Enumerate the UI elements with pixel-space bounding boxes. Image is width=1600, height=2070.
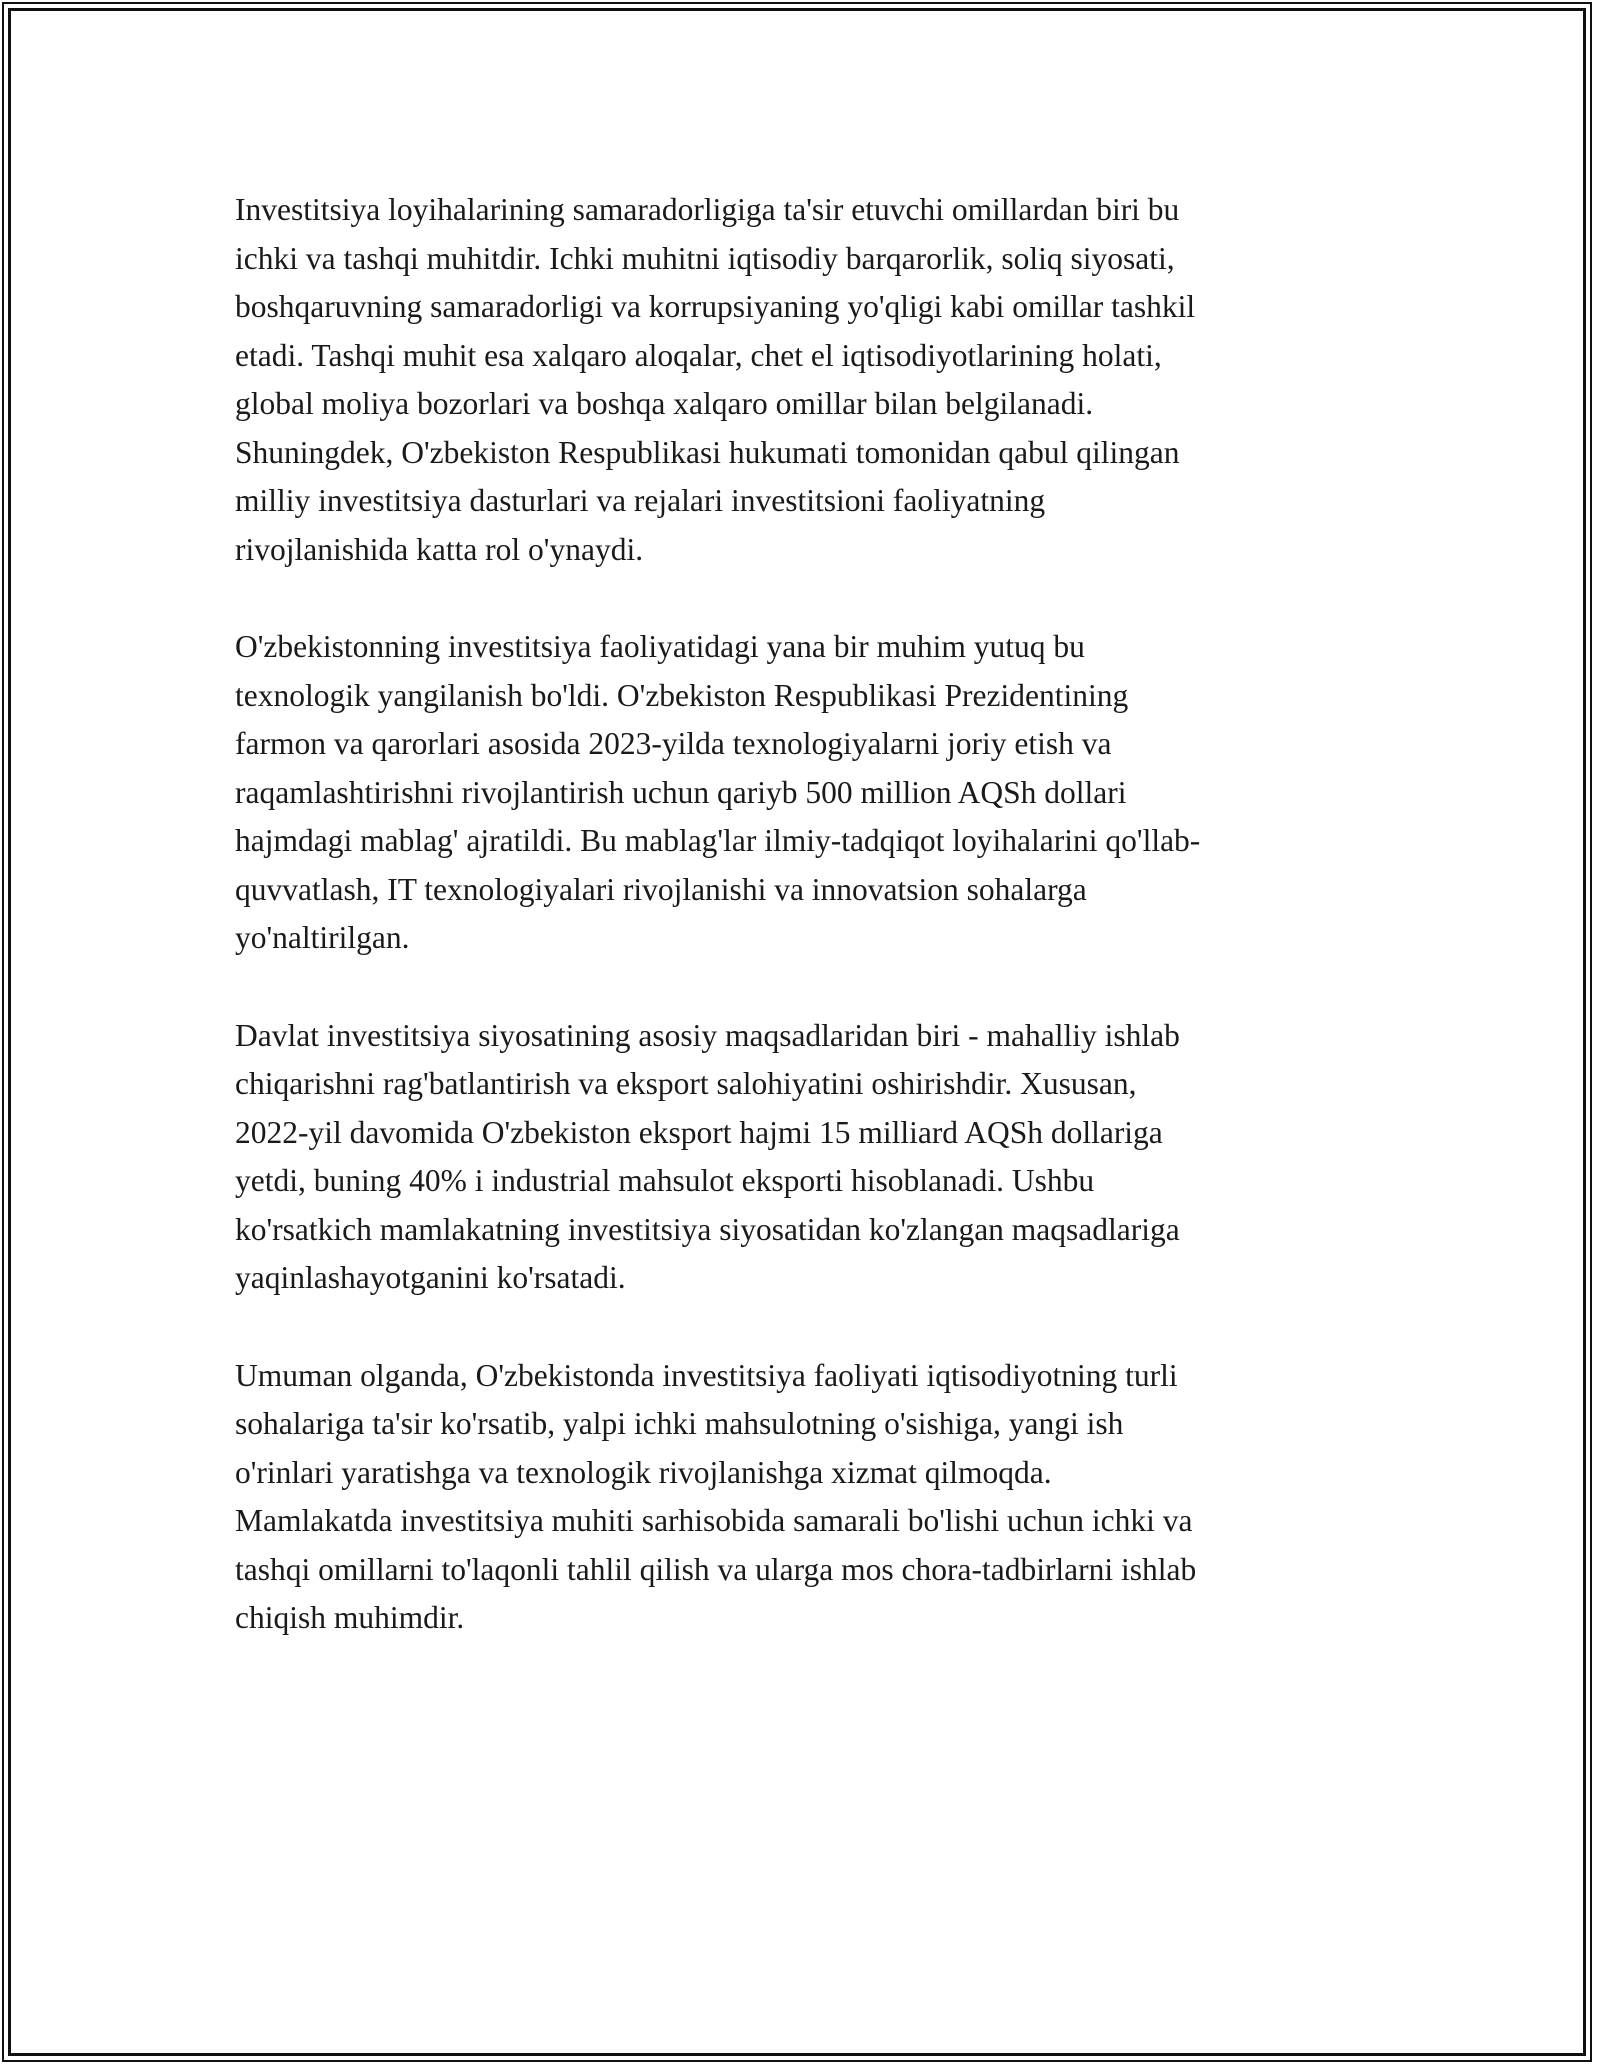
paragraph-technology-renewal: O'zbekistonning investitsiya faoliyatidagi yana bir muhim yutuq bu texnologik yangilanish bo'ldi. O'zbekiston Respublikasi Prezidentining farmon va qarorlari asosida 2023-yilda texnologiyalarni joriy etish va raqamlashtirishni rivojlantirish uchun qariyb 500 million AQSh dollari hajmdagi mablag' ajratildi. Bu mablag'lar ilmiy-tadqiqot loyihalarini qo'llab- quvvatlash, IT texnologiyalari rivojlanishi va innovatsion sohalarga yo'naltirilgan.: [235, 629, 1201, 955]
paragraph-export-policy: Davlat investitsiya siyosatining asosiy maqsadlaridan biri - mahalliy ishlab chiqarishni rag'batlantirish va eksport salohiyatini oshirishdir. Xususan, 2022-yil davomida O'zbekiston eksport hajmi 15 milliard AQSh dollariga yetdi, buning 40% i industrial mahsulot eksporti hisoblanadi. Ushbu ko'rsatkich mamlakatning investitsiya siyosatidan ko'zlangan maqsadlariga yaqinlashayotganini ko'rsatadi.: [235, 1017, 1180, 1295]
paragraph-conclusion: Umuman olganda, O'zbekistonda investitsiya faoliyati iqtisodiyotning turli sohalariga ta'sir ko'rsatib, yalpi ichki mahsulotning o'sishiga, yangi ish o'rinlari yaratishga va texnologik rivojlanishga xizmat qilmoqda. Mamlakatda investitsiya muhiti sarhisobida samarali bo'lishi uchun ichki va tashqi omillarni to'laqonli tahlil qilish va ularga mos chora-tadbirlarni ishlab chiqish muhimdir.: [235, 1357, 1197, 1635]
document-body: [235, 186, 1375, 1692]
paragraph-investment-factors: Investitsiya loyihalarining samaradorligiga ta'sir etuvchi omillardan biri bu ichki va tashqi muhitdir. Ichki muhitni iqtisodiy barqarorlik, soliq siyosati, boshqaruvning samaradorligi va korrupsiyaning yo'qligi kabi omillar tashkil etadi. Tashqi muhit esa xalqaro aloqalar, chet el iqtisodiyotlarining holati, global moliya bozorlari va boshqa xalqaro omillar bilan belgilanadi. Shuningdek, O'zbekiston Respublikasi hukumati tomonidan qabul qilingan milliy investitsiya dasturlari va rejalari investitsioni faoliyatning rivojlanishida katta rol o'ynaydi.: [235, 192, 1196, 567]
